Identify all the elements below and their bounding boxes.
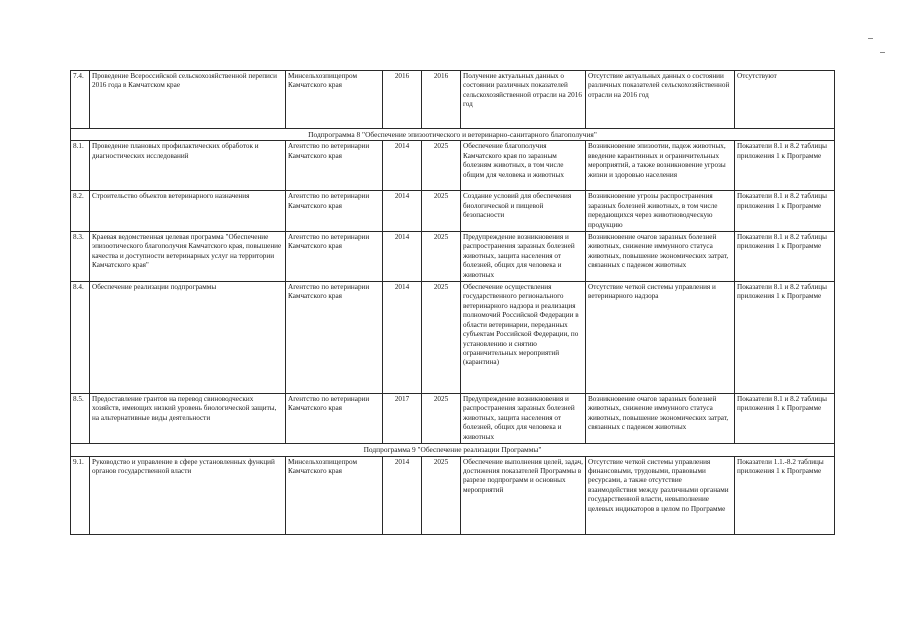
indicator-link: Показатели 8.1 и 8.2 таблицы приложения 1 к Программе (735, 282, 835, 394)
scan-mark (880, 52, 885, 53)
row-number: 8.3. (71, 232, 90, 282)
table-row (71, 71, 835, 129)
start-year: 2014 (383, 141, 422, 191)
executor: Агентство по ветеринарии Камчатского края (286, 141, 383, 191)
table-row (71, 394, 835, 444)
row-number: 7.4. (71, 71, 90, 129)
activity-name: Обеспечение реализации подпрограммы (90, 282, 286, 394)
table-row (71, 282, 835, 394)
expected-result: Обеспечение выполнения целей, задач, достижения показателей Программы в разрезе подпрограмм и основных мероприятий (461, 456, 586, 534)
indicator-link: Показатели 1.1.-8.2 таблицы приложения 1 к Программе (735, 456, 835, 534)
activity-name: Проведение Всероссийской сельскохозяйственной переписи 2016 года в Камчатском крае (90, 71, 286, 129)
end-year: 2025 (422, 232, 461, 282)
scan-mark (868, 38, 873, 39)
non-implementation-consequence: Возникновение очагов заразных болезней животных, снижение иммунного статуса животных, повышение экономических затрат, связанных с падежом животных (586, 232, 735, 282)
section-title: Подпрограмма 9 "Обеспечение реализации Программы" (71, 444, 835, 456)
expected-result: Создание условий для обеспечения биологической и пищевой безопасности (461, 191, 586, 232)
end-year: 2025 (422, 141, 461, 191)
table-row (71, 232, 835, 282)
indicator-link: Показатели 8.1 и 8.2 таблицы приложения 1 к Программе (735, 141, 835, 191)
non-implementation-consequence: Возникновение очагов заразных болезней животных, снижение иммунного статуса животных, повышение экономических затрат, связанных с падежом животных (586, 394, 735, 444)
start-year: 2014 (383, 456, 422, 534)
executor: Агентство по ветеринарии Камчатского края (286, 191, 383, 232)
end-year: 2025 (422, 456, 461, 534)
activity-name: Строительство объектов ветеринарного назначения (90, 191, 286, 232)
executor: Агентство по ветеринарии Камчатского края (286, 232, 383, 282)
start-year: 2014 (383, 282, 422, 394)
expected-result: Предупреждение возникновения и распространения заразных болезней животных, защита населения от болезней, общих для человека и животных (461, 232, 586, 282)
indicator-link: Показатели 8.1 и 8.2 таблицы приложения 1 к Программе (735, 232, 835, 282)
indicator-link: Показатели 8.1 и 8.2 таблицы приложения 1 к Программе (735, 191, 835, 232)
expected-result: Предупреждение возникновения и распространения заразных болезней животных, защита населения от болезней, общих для человека и животных (461, 394, 586, 444)
end-year: 2025 (422, 394, 461, 444)
start-year: 2014 (383, 191, 422, 232)
activity-name: Краевая ведомственная целевая программа "Обеспечение эпизоотического благополучия Камчатского края, повышение качества и доступности ветеринарных услуг на территории Камчатского края" (90, 232, 286, 282)
section-row (71, 444, 835, 456)
activity-name: Проведение плановых профилактических обработок и диагностических исследований (90, 141, 286, 191)
table-row (71, 191, 835, 232)
indicator-link: Показатели 8.1 и 8.2 таблицы приложения 1 к Программе (735, 394, 835, 444)
indicator-link: Отсутствуют (735, 71, 835, 129)
executor: Минсельхозпищепром Камчатского края (286, 456, 383, 534)
activity-name: Руководство и управление в сфере установленных функций органов государственной власти (90, 456, 286, 534)
expected-result: Обеспечение благополучия Камчатского края по заразным болезням животных, в том числе общим для человека и животных (461, 141, 586, 191)
non-implementation-consequence: Отсутствие четкой системы управления финансовыми, трудовыми, правовыми ресурсами, а также отсутствие взаимодействия между различными органами государственной власти, невыполнение целевых индикаторов в целом по Программе (586, 456, 735, 534)
executor: Минсельхозпищепром Камчатского края (286, 71, 383, 129)
start-year: 2016 (383, 71, 422, 129)
start-year: 2017 (383, 394, 422, 444)
end-year: 2016 (422, 71, 461, 129)
non-implementation-consequence: Возникновение эпизоотии, падеж животных, введение карантинных и ограничительных мероприятий, а также возникновение угрозы жизни и здоровью населения (586, 141, 735, 191)
expected-result: Обеспечение осуществления государственного регионального ветеринарного надзора и реализация полномочий Российской Федерации в области ветеринарии, переданных субъектам Российской Федерации, по установлению и снятию ограничительных мероприятий (карантина) (461, 282, 586, 394)
row-number: 8.4. (71, 282, 90, 394)
end-year: 2025 (422, 282, 461, 394)
row-number: 8.2. (71, 191, 90, 232)
section-row (71, 129, 835, 141)
row-number: 9.1. (71, 456, 90, 534)
row-number: 8.5. (71, 394, 90, 444)
end-year: 2025 (422, 191, 461, 232)
start-year: 2014 (383, 232, 422, 282)
section-title: Подпрограмма 8 "Обеспечение эпизоотического и ветеринарно-санитарного благополучия" (71, 129, 835, 141)
table-row (71, 456, 835, 534)
executor: Агентство по ветеринарии Камчатского края (286, 394, 383, 444)
non-implementation-consequence: Возникновение угрозы распространения заразных болезней животных, в том числе передающихся через животноводческую продукцию (586, 191, 735, 232)
activity-name: Предоставление грантов на перевод свиноводческих хозяйств, имеющих низкий уровень биологической защиты, на альтернативные виды деятельности (90, 394, 286, 444)
expected-result: Получение актуальных данных о состоянии различных показателей сельскохозяйственной отрасли на 2016 год (461, 71, 586, 129)
table-row (71, 141, 835, 191)
program-activities-table (70, 70, 835, 535)
executor: Агентство по ветеринарии Камчатского края (286, 282, 383, 394)
non-implementation-consequence: Отсутствие актуальных данных о состоянии различных показателей сельскохозяйственной отрасли на 2016 год (586, 71, 735, 129)
non-implementation-consequence: Отсутствие четкой системы управления и ветеринарного надзора (586, 282, 735, 394)
row-number: 8.1. (71, 141, 90, 191)
